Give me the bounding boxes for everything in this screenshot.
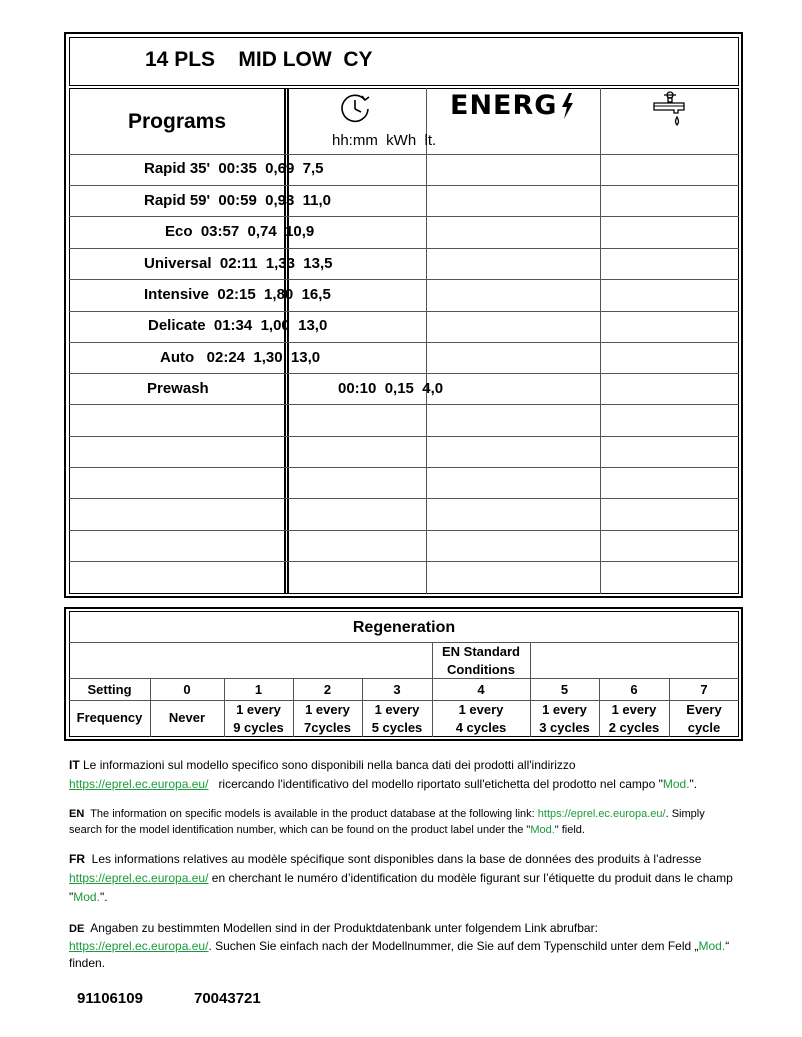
row-line [69, 467, 739, 468]
note-en-text2: . Simply search for the model identification number, which can be found on the product label under the " [69, 808, 705, 836]
prewash-label: Prewash [147, 380, 209, 397]
frequency-value [669, 701, 739, 737]
energy-logo-text: ENERG [450, 90, 558, 121]
setting-value: 0 [183, 682, 191, 697]
frequency-line: 3 cycles [539, 720, 590, 735]
row-line [69, 373, 739, 374]
row-line [69, 216, 739, 217]
regen-row-line [69, 642, 739, 643]
setting-value: 2 [323, 682, 332, 697]
setting-value: 5 [560, 682, 569, 697]
program-row: Auto 02:24 1,30 13,0 [160, 349, 321, 366]
frequency-line: 7cycles [304, 720, 351, 735]
eprel-link-fr[interactable]: https://eprel.ec.europa.eu/ [69, 871, 209, 885]
frequency-line: 4 cycles [455, 720, 507, 735]
energy-logo [450, 90, 580, 124]
water-tap-icon [650, 90, 690, 135]
note-fr-text1: Les informations relatives au modèle spécifique sont disponibles dans la base de données des produits à l’adresse [85, 852, 702, 866]
setting-value: 7 [700, 682, 708, 697]
frequency-value [293, 701, 362, 737]
frequency-value [530, 701, 599, 737]
row-line [69, 279, 739, 280]
note-fr-text3: ". [99, 890, 108, 904]
row-line [69, 530, 739, 531]
eprel-link-en[interactable]: https://eprel.ec.europa.eu/ [537, 808, 666, 820]
prewash-values: 00:10 0,15 4,0 [338, 380, 444, 397]
eprel-link-it[interactable]: https://eprel.ec.europa.eu/ [69, 777, 209, 791]
frequency-value [362, 701, 432, 737]
mod-field-en: Mod. [530, 824, 555, 836]
note-it [69, 756, 739, 794]
lang-code-fr: FR [69, 852, 85, 866]
row-line [69, 436, 739, 437]
program-row: Rapid 35' 00:35 0,69 7,5 [144, 160, 324, 177]
note-de-text3: “ finden. [69, 939, 730, 970]
frequency-line: 1 every [236, 702, 281, 717]
frequency-value [432, 701, 530, 737]
note-en [69, 806, 739, 838]
note-en-text1: The information on specific models is available in the product database at the following link: [84, 808, 538, 820]
regeneration-title: Regeneration [352, 619, 456, 636]
setting-value: 6 [630, 682, 638, 697]
frequency-value [224, 701, 293, 737]
note-it-text2: ricercando l'identificativo del modello riportato sull'etichetta del prodotto nel campo " [208, 777, 663, 791]
lang-code-it: IT [69, 758, 80, 772]
note-it-text3: ". [689, 777, 698, 791]
frequency-line: 1 every [374, 702, 420, 717]
row-line [69, 404, 739, 405]
col-divider-3 [426, 88, 427, 594]
frequency-line: 1 every [542, 702, 587, 717]
units-label: hh:mm kWh lt. [332, 132, 437, 149]
frequency-line: 9 cycles [233, 720, 284, 735]
mod-field-fr: Mod. [73, 890, 100, 904]
program-row: Intensive 02:15 1,80 16,5 [144, 286, 331, 303]
code-2: 70043721 [194, 990, 261, 1007]
clock-icon [337, 91, 373, 130]
program-row: Eco 03:57 0,74 10,9 [165, 223, 315, 240]
note-it-text1: Le informazioni sul modello specifico sono disponibili nella banca dati dei prodotti all'indirizzo [79, 758, 576, 772]
setting-value: 4 [477, 682, 485, 697]
mod-field-it: Mod. [662, 777, 690, 791]
row-line [69, 248, 739, 249]
program-row: Rapid 59' 00:59 0,93 11,0 [144, 192, 332, 209]
row-line [69, 185, 739, 186]
program-row: Delicate 01:34 1,00 13,0 [148, 317, 328, 334]
frequency-line: 1 every [305, 702, 350, 717]
col-divider-4 [600, 88, 601, 594]
en-standard-conditions: EN Standard Conditions [441, 644, 520, 677]
lang-code-en: EN [69, 808, 85, 820]
eprel-link-de[interactable]: https://eprel.ec.europa.eu/ [69, 939, 209, 953]
frequency-value: Never [168, 710, 206, 725]
row-line [69, 561, 739, 562]
frequency-line: 5 cycles [371, 720, 423, 735]
note-fr-text2: en cherchant le numéro d’identification du modèle figurant sur l’étiquette du produit dans le champ " [69, 871, 733, 904]
frequency-line: 1 every [458, 702, 504, 717]
row-line [69, 154, 739, 155]
mod-field-de: Mod. [698, 939, 726, 953]
frequency-line: 2 cycles [608, 720, 660, 735]
note-de [69, 920, 739, 972]
frequency-line: cycle [687, 720, 721, 735]
frequency-label: Frequency [76, 710, 143, 725]
setting-label: Setting [87, 682, 132, 697]
note-fr [69, 850, 739, 907]
row-line [69, 498, 739, 499]
frequency-line: Every [686, 702, 722, 717]
lang-code-de: DE [69, 923, 85, 935]
row-line [69, 311, 739, 312]
code-1: 91106109 [77, 990, 143, 1007]
row-line [69, 342, 739, 343]
setting-value: 1 [254, 682, 263, 697]
regen-col-line [530, 642, 531, 678]
model-line: 14 PLS MID LOW CY [145, 48, 373, 71]
regen-row-line [69, 678, 739, 679]
frequency-value [599, 701, 669, 737]
frequency-line: 1 every [611, 702, 657, 717]
program-row: Universal 02:11 1,33 13,5 [144, 255, 333, 272]
note-en-text3: " field. [554, 824, 585, 836]
programs-title: Programs [128, 110, 227, 133]
note-de-text1: Angaben zu bestimmten Modellen sind in der Produktdatenbank unter folgendem Link abrufbar: [84, 921, 598, 935]
note-de-text2: . Suchen Sie einfach nach der Modellnummer, die Sie auf dem Typenschild unter dem Feld „ [208, 939, 699, 953]
setting-value: 3 [393, 682, 401, 697]
